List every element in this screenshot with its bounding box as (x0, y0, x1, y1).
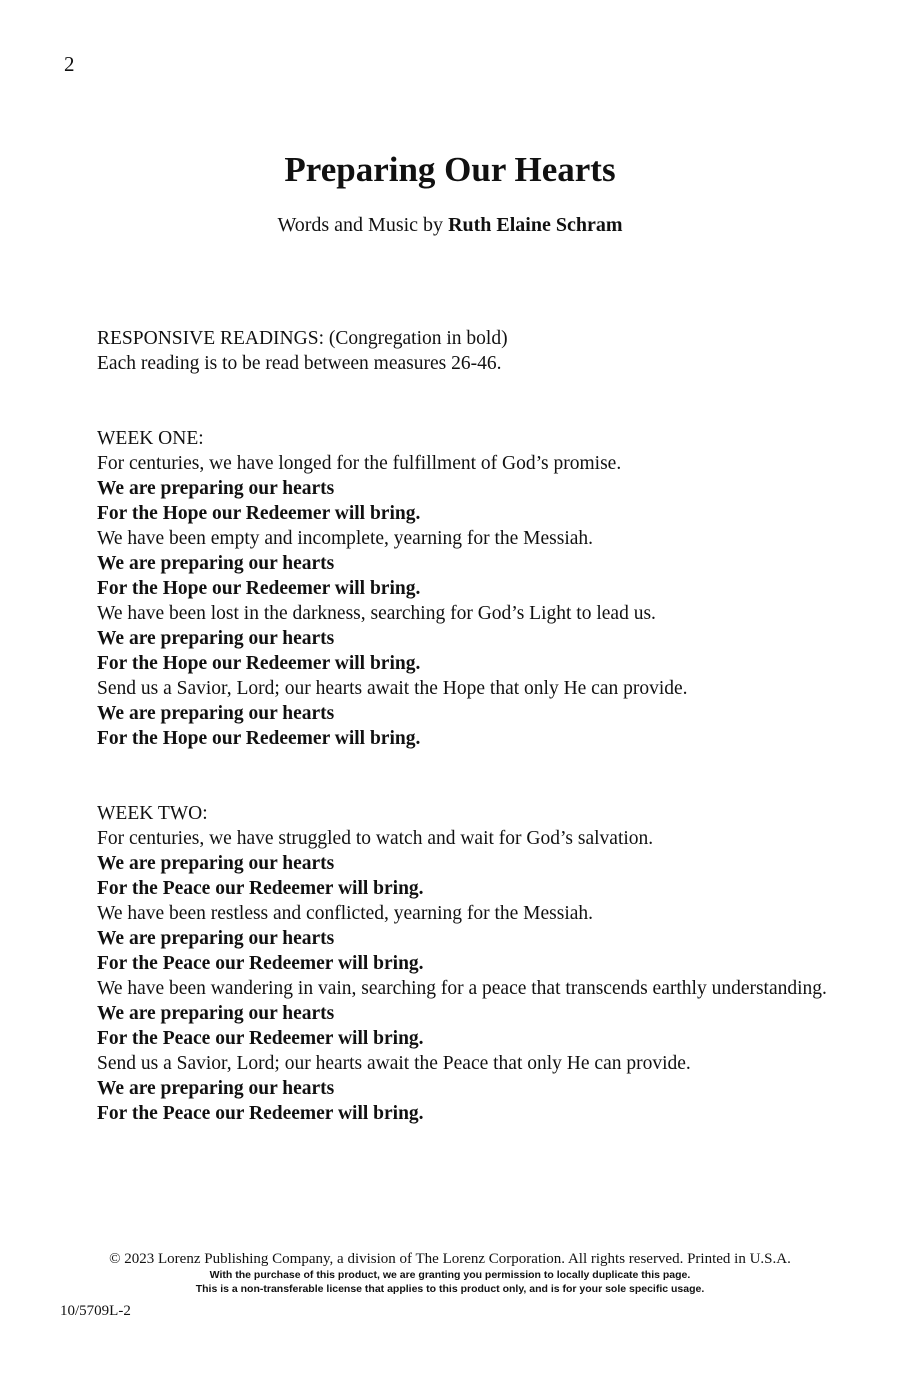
week-one-heading: WEEK ONE: (97, 428, 204, 449)
congregation-response: For the Hope our Redeemer will bring. (97, 728, 421, 749)
leader-line: We have been wandering in vain, searching for a peace that transcends earthly understanding. (97, 978, 827, 999)
congregation-response: We are preparing our hearts (97, 1078, 335, 1099)
intro-heading: RESPONSIVE READINGS: (Congregation in bold) (97, 328, 508, 349)
congregation-response: For the Peace our Redeemer will bring. (97, 1028, 424, 1049)
leader-line: Send us a Savior, Lord; our hearts await the Peace that only He can provide. (97, 1053, 691, 1074)
page-title: Preparing Our Hearts (284, 150, 616, 189)
week-two-heading: WEEK TWO: (97, 803, 208, 824)
leader-line: We have been restless and conflicted, yearning for the Messiah. (97, 903, 594, 924)
congregation-response: For the Hope our Redeemer will bring. (97, 503, 421, 524)
congregation-response: For the Peace our Redeemer will bring. (97, 1103, 424, 1124)
congregation-response: We are preparing our hearts (97, 703, 335, 724)
intro-instructions: Each reading is to be read between measures 26-46. (97, 353, 502, 374)
congregation-response: For the Hope our Redeemer will bring. (97, 653, 421, 674)
congregation-response: We are preparing our hearts (97, 928, 335, 949)
congregation-response: We are preparing our hearts (97, 478, 335, 499)
congregation-response: We are preparing our hearts (97, 853, 335, 874)
leader-line: For centuries, we have longed for the fulfillment of God’s promise. (97, 453, 622, 474)
leader-line: We have been lost in the darkness, searching for God’s Light to lead us. (97, 603, 656, 624)
footer (0, 1250, 900, 1296)
page-number: 2 (64, 52, 75, 76)
congregation-response: We are preparing our hearts (97, 553, 335, 574)
leader-line: We have been empty and incomplete, yearning for the Messiah. (97, 528, 594, 549)
week-one-readings (97, 451, 837, 751)
license-notice-line-1: With the purchase of this product, we are granting you permission to locally duplicate this page. (209, 1269, 691, 1281)
responsive-readings (97, 326, 837, 1126)
leader-line: Send us a Savior, Lord; our hearts await the Hope that only He can provide. (97, 678, 688, 699)
product-code: 10/5709L-2 (60, 1303, 131, 1319)
license-notice-line-2: This is a non-transferable license that applies to this product only, and is for your sole specific usage. (195, 1283, 705, 1295)
week-two-readings (97, 826, 837, 1126)
congregation-response: We are preparing our hearts (97, 628, 335, 649)
congregation-response: For the Peace our Redeemer will bring. (97, 953, 424, 974)
byline (0, 212, 900, 238)
copyright-notice: © 2023 Lorenz Publishing Company, a division of The Lorenz Corporation. All rights reserved. Printed in U.S.A. (109, 1251, 791, 1267)
congregation-response: We are preparing our hearts (97, 1003, 335, 1024)
byline-prefix: Words and Music by (277, 214, 449, 236)
byline-author: Ruth Elaine Schram (448, 214, 623, 236)
congregation-response: For the Hope our Redeemer will bring. (97, 578, 421, 599)
congregation-response: For the Peace our Redeemer will bring. (97, 878, 424, 899)
leader-line: For centuries, we have struggled to watch and wait for God’s salvation. (97, 828, 654, 849)
